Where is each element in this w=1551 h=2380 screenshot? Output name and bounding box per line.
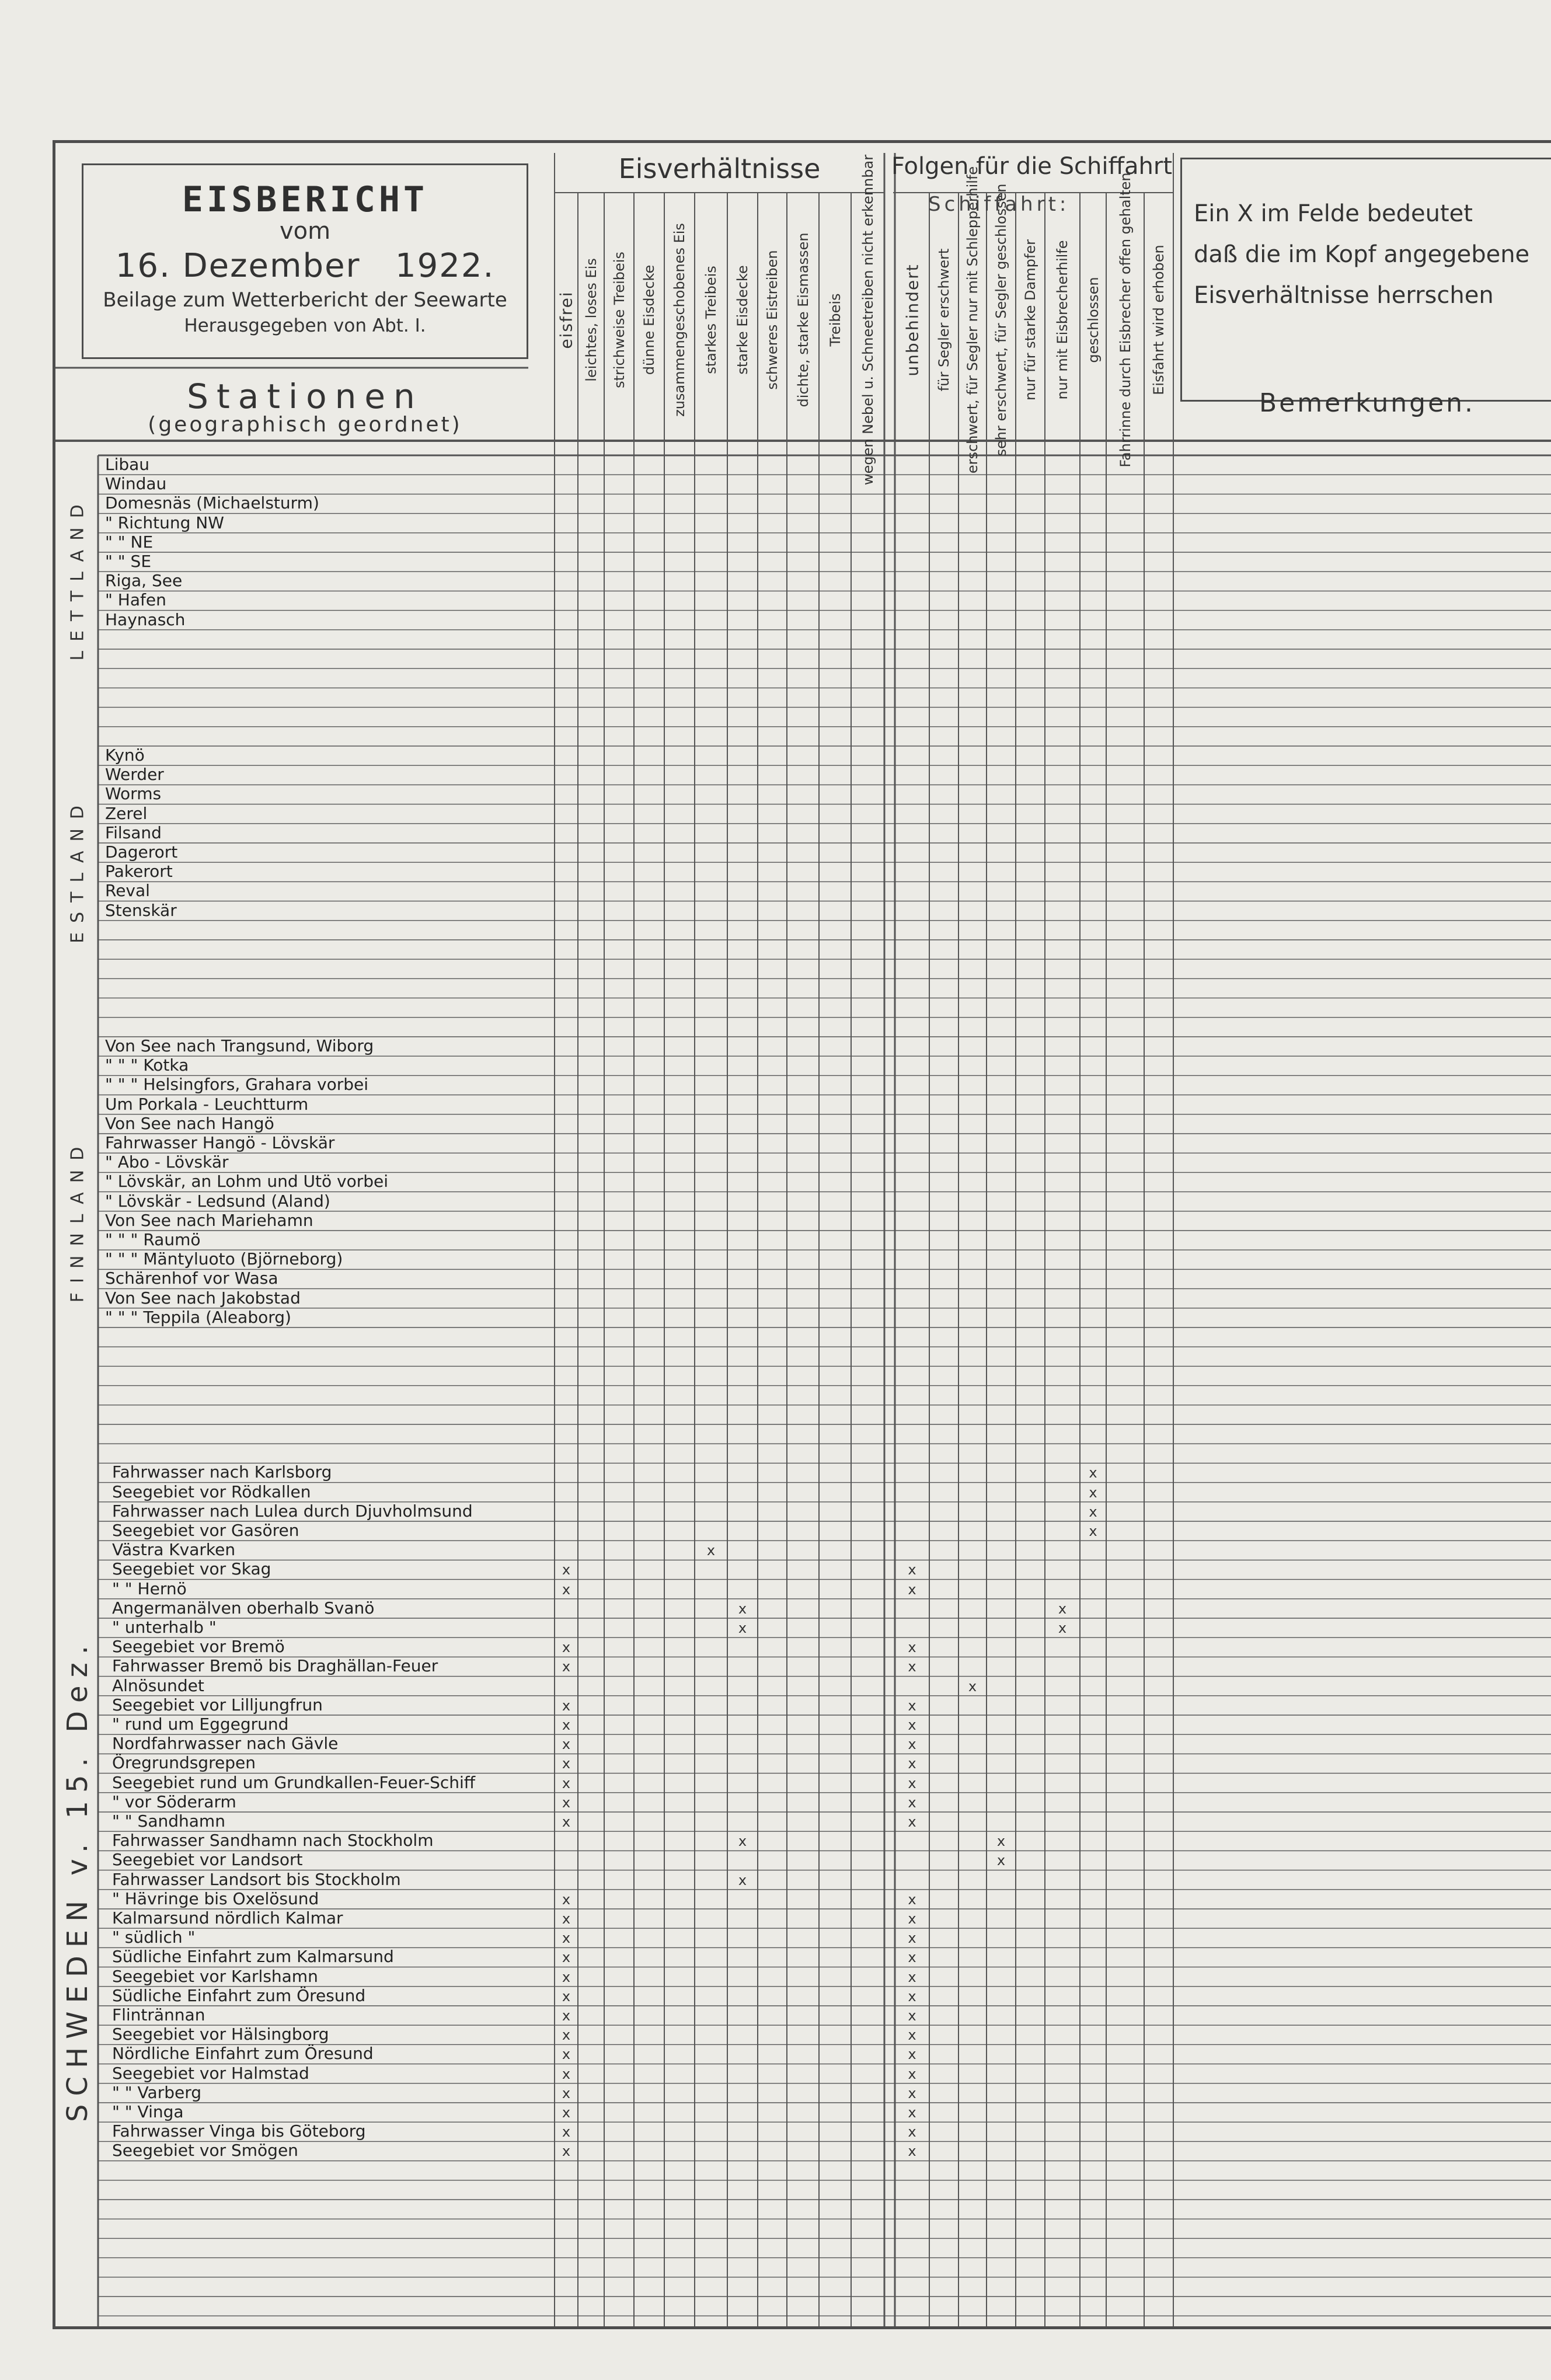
region-lettland: LETTLAND [67, 495, 88, 661]
column-header [577, 198, 606, 441]
station-name: Fahrwasser nach Karlsborg [112, 1462, 332, 1482]
column-header-label: leichtes, loses Eis [583, 257, 600, 382]
ice-mark: x [738, 1600, 747, 1617]
ice-mark: x [908, 1794, 916, 1811]
station-name: " " Varberg [112, 2082, 202, 2102]
ice-mark: x [908, 1717, 916, 1733]
station-name: Von See nach Jakobstad [105, 1288, 301, 1308]
ice-mark: x [908, 2027, 916, 2044]
region-estland: ESTLAND [67, 796, 88, 943]
station-name: Von See nach Mariehamn [105, 1210, 313, 1230]
ice-mark: x [562, 1930, 571, 1947]
group-folgen: Folgen für die Schiffahrt [891, 153, 1173, 180]
column-header-label: erschwert, für Segler nur mit Schlepperhilfe [964, 166, 981, 473]
report-date-day: 16. Dezember [115, 247, 361, 285]
column-header [605, 198, 634, 441]
ice-mark: x [908, 1736, 916, 1753]
column-header [987, 183, 1016, 457]
station-name: Nördliche Einfahrt zum Öresund [112, 2044, 374, 2064]
station-name: Västra Kvarken [112, 1540, 236, 1560]
station-name: " rund um Eggegrund [112, 1715, 289, 1734]
region-finnland: FINNLAND [67, 1137, 88, 1303]
title-box [82, 163, 528, 359]
station-name: Um Porkala - Leuchtturm [105, 1094, 309, 1114]
ice-mark: x [562, 2046, 571, 2063]
column-header [958, 166, 987, 473]
station-name: Haynasch [105, 609, 186, 629]
ice-mark: x [562, 2065, 571, 2082]
legend-line-2: daß die im Kopf angegebene [1194, 241, 1530, 268]
station-name: " Hafen [105, 590, 166, 610]
station-name: Seegebiet vor Gasören [112, 1521, 299, 1540]
ice-mark: x [1089, 1484, 1097, 1501]
column-header [1016, 198, 1045, 441]
ice-mark: x [562, 2143, 571, 2160]
ice-mark: x [562, 1697, 571, 1714]
column-header-label: sehr erschwert, für Segler geschlossen [993, 183, 1009, 457]
station-name: Stenskär [105, 900, 177, 920]
legend-box [1180, 158, 1551, 402]
station-name: Fahrwasser Hangö - Lövskär [105, 1133, 335, 1152]
station-name: " " " Kotka [105, 1055, 189, 1075]
station-name: Nordfahrwasser nach Gävle [112, 1734, 339, 1754]
column-header [696, 198, 726, 441]
stations-header [82, 377, 528, 437]
station-name: " unterhalb " [112, 1618, 217, 1637]
station-name: " " " Teppila (Aleaborg) [105, 1307, 291, 1327]
column-header [1079, 198, 1108, 441]
ice-mark: x [908, 2008, 916, 2024]
station-name: Fahrwasser Landsort bis Stockholm [112, 1869, 401, 1889]
column-header [898, 198, 927, 441]
ice-mark: x [562, 1775, 571, 1792]
ice-mark: x [908, 1775, 916, 1792]
column-header [635, 198, 664, 441]
ice-mark: x [562, 1911, 571, 1927]
ice-mark: x [562, 1736, 571, 1753]
column-header-label: Treibeis [827, 292, 844, 347]
ice-mark: x [562, 1949, 571, 1966]
station-name: " " " Raumö [105, 1230, 201, 1249]
station-name: Zerel [105, 803, 148, 823]
column-header-label: strichweise Treibeis [611, 251, 628, 388]
column-header-label: unbehindert [902, 263, 922, 377]
ice-mark: x [738, 1620, 747, 1636]
station-name: Pakerort [105, 862, 173, 881]
group-eisverhaeltnisse: Eisverhältnisse [618, 153, 821, 184]
station-name: Schärenhof vor Wasa [105, 1269, 278, 1288]
station-name: Südliche Einfahrt zum Kalmarsund [112, 1947, 394, 1967]
station-name: " Richtung NW [105, 513, 224, 532]
report-subtitle: Beilage zum Wetterbericht der Seewarte [103, 288, 507, 312]
station-name: Von See nach Hangö [105, 1113, 274, 1133]
ice-mark: x [562, 1814, 571, 1830]
column-header [789, 198, 818, 441]
station-name: Seegebiet vor Bremö [112, 1637, 285, 1657]
ice-mark: x [908, 1639, 916, 1656]
column-header-label: eisfrei [556, 290, 576, 349]
station-name: Seegebiet vor Lilljungfrun [112, 1695, 323, 1715]
station-name: " " " Mäntyluoto (Björneborg) [105, 1249, 343, 1269]
column-header [665, 198, 694, 441]
ice-mark: x [1089, 1465, 1097, 1482]
ice-mark: x [908, 1814, 916, 1830]
station-name: Seegebiet vor Rödkallen [112, 1482, 311, 1501]
column-header-label: geschlossen [1085, 276, 1102, 363]
station-name: Domesnäs (Michaelsturm) [105, 493, 319, 513]
station-name: Seegebiet vor Smögen [112, 2141, 298, 2161]
ice-mark: x [562, 2008, 571, 2024]
stations-subtitle: (geographisch geordnet) [148, 413, 462, 437]
report-vom: vom [279, 218, 331, 245]
station-name: " " " Helsingfors, Grahara vorbei [105, 1075, 369, 1095]
station-name: Windau [105, 474, 167, 494]
ice-mark: x [562, 1891, 571, 1908]
ice-mark: x [562, 1968, 571, 1985]
station-name: " Lövskär - Ledsund (Aland) [105, 1191, 330, 1211]
column-header-label: zusammengeschobenes Eis [671, 222, 688, 417]
ice-mark: x [562, 1639, 571, 1656]
station-name: Seegebiet vor Skag [112, 1559, 271, 1579]
report-date-year: 1922. [395, 247, 495, 285]
column-header [1048, 198, 1077, 441]
station-name: Kalmarsund nördlich Kalmar [112, 1908, 343, 1928]
ice-mark: x [908, 2046, 916, 2063]
station-name: Seegebiet vor Hälsingborg [112, 2024, 329, 2044]
ice-mark: x [562, 1717, 571, 1733]
column-header-label: dünne Eisdecke [641, 264, 657, 375]
ice-mark: x [562, 2085, 571, 2102]
ice-mark: x [562, 1562, 571, 1578]
ice-mark: x [968, 1678, 977, 1695]
report-title: EISBERICHT [182, 179, 428, 220]
station-name: " vor Söderarm [112, 1792, 236, 1811]
station-name: Öregrundsgrepen [112, 1753, 256, 1773]
region-schweden: SCHWEDEN v. 15. Dez. [61, 1637, 94, 2123]
column-header-label: nur mit Eisbrecherhilfe [1054, 239, 1071, 400]
ice-mark: x [738, 1833, 747, 1850]
station-name: Werder [105, 765, 164, 785]
remarks-header: Bemerkungen. [1259, 388, 1476, 418]
ice-mark: x [1089, 1503, 1097, 1520]
ice-mark: x [996, 1852, 1006, 1869]
station-name: " " Hernö [112, 1578, 187, 1598]
legend-line-3: Eisverhältnisse herrschen [1194, 282, 1494, 309]
ice-mark: x [996, 1833, 1006, 1850]
ice-mark: x [908, 1930, 916, 1947]
column-header [758, 198, 787, 441]
ice-mark: x [908, 1988, 916, 2005]
report-date [83, 247, 527, 285]
column-header [1144, 198, 1173, 441]
ice-mark: x [908, 1562, 916, 1578]
ice-mark: x [908, 1697, 916, 1714]
column-header [853, 154, 883, 485]
station-name: " " Vinga [112, 2102, 184, 2121]
ice-mark: x [908, 1581, 916, 1598]
ice-mark: x [562, 2104, 571, 2121]
ice-mark: x [908, 2085, 916, 2102]
ice-mark: x [1058, 1620, 1067, 1636]
station-name: Riga, See [105, 571, 183, 591]
ice-mark: x [562, 1755, 571, 1772]
legend-line-1: Ein X im Felde bedeutet [1194, 200, 1473, 227]
ice-mark: x [908, 1949, 916, 1966]
station-name: Seegebiet vor Landsort [112, 1850, 303, 1870]
column-header-label: Eisfahrt wird erhoben [1151, 244, 1167, 395]
station-name: " " Sandhamn [112, 1811, 225, 1831]
station-name: Kynö [105, 745, 145, 765]
station-name: Seegebiet vor Karlshamn [112, 1966, 318, 1986]
ice-mark: x [908, 1891, 916, 1908]
station-name: Seegebiet vor Halmstad [112, 2063, 309, 2083]
stations-title: Stationen [187, 377, 423, 416]
station-name: Südliche Einfahrt zum Öresund [112, 1985, 366, 2005]
station-name: Angermanälven oberhalb Svanö [112, 1598, 375, 1618]
station-name: " Abo - Lövskär [105, 1152, 229, 1172]
station-name: Reval [105, 881, 150, 901]
column-header-label: Fahrrinne durch Eisbrecher offen gehalten [1117, 172, 1134, 468]
station-name: Worms [105, 784, 162, 804]
ice-mark: x [562, 1581, 571, 1598]
ice-mark: x [908, 2065, 916, 2082]
station-name: Alnösundet [112, 1675, 204, 1695]
ice-mark: x [1058, 1600, 1067, 1617]
ice-mark: x [1089, 1523, 1097, 1539]
column-header-label: schweres Eistreiben [764, 249, 780, 390]
station-name: Filsand [105, 823, 162, 842]
ice-mark: x [908, 1911, 916, 1927]
station-name: " Lövskär, an Lohm und Utö vorbei [105, 1172, 388, 1191]
ice-mark: x [908, 2124, 916, 2141]
column-header-label: für Segler erschwert [936, 248, 952, 391]
station-name: Seegebiet rund um Grundkallen-Feuer-Schiff [112, 1772, 476, 1792]
station-name: " südlich " [112, 1928, 196, 1947]
station-name: Fahrwasser Vinga bis Göteborg [112, 2121, 366, 2141]
ice-mark: x [562, 2027, 571, 2044]
station-name: " " SE [105, 552, 152, 571]
ice-mark: x [738, 1872, 747, 1888]
column-header [821, 198, 850, 441]
column-header-label: dichte, starke Eismassen [794, 232, 811, 407]
ice-mark: x [908, 1968, 916, 1985]
column-header [1111, 172, 1140, 468]
column-header [929, 198, 959, 441]
station-name: Von See nach Trangsund, Wiborg [105, 1036, 374, 1055]
ice-mark: x [562, 1988, 571, 2005]
ice-mark: x [562, 1658, 571, 1675]
station-name: Dagerort [105, 842, 178, 862]
ice-mark: x [908, 1658, 916, 1675]
station-name: Fahrwasser nach Lulea durch Djuvholmsund [112, 1501, 473, 1521]
station-name: " " NE [105, 532, 154, 552]
column-header-label: starkes Treibeis [703, 265, 719, 374]
ice-mark: x [908, 2143, 916, 2160]
column-header-label: wegen Nebel u. Schneetreiben nicht erkennbar [859, 154, 876, 485]
station-name: Libau [105, 455, 150, 474]
station-name: Fahrwasser Bremö bis Draghällan-Feuer [112, 1656, 438, 1676]
schiffahrt-label: Schiffahrt: [928, 193, 1070, 216]
column-header-label: starke Eisdecke [734, 264, 751, 375]
column-header-label: nur für starke Dampfer [1022, 239, 1038, 400]
station-name: Flintrännan [112, 2005, 205, 2024]
station-name: Fahrwasser Sandhamn nach Stockholm [112, 1831, 434, 1851]
ice-mark: x [706, 1542, 716, 1559]
ice-mark: x [562, 2124, 571, 2141]
station-name: " Hävringe bis Oxelösund [112, 1888, 319, 1908]
column-header [728, 198, 757, 441]
report-publisher: Herausgegeben von Abt. I. [184, 315, 426, 336]
ice-mark: x [908, 1755, 916, 1772]
ice-mark: x [908, 2104, 916, 2121]
ice-mark: x [562, 1794, 571, 1811]
